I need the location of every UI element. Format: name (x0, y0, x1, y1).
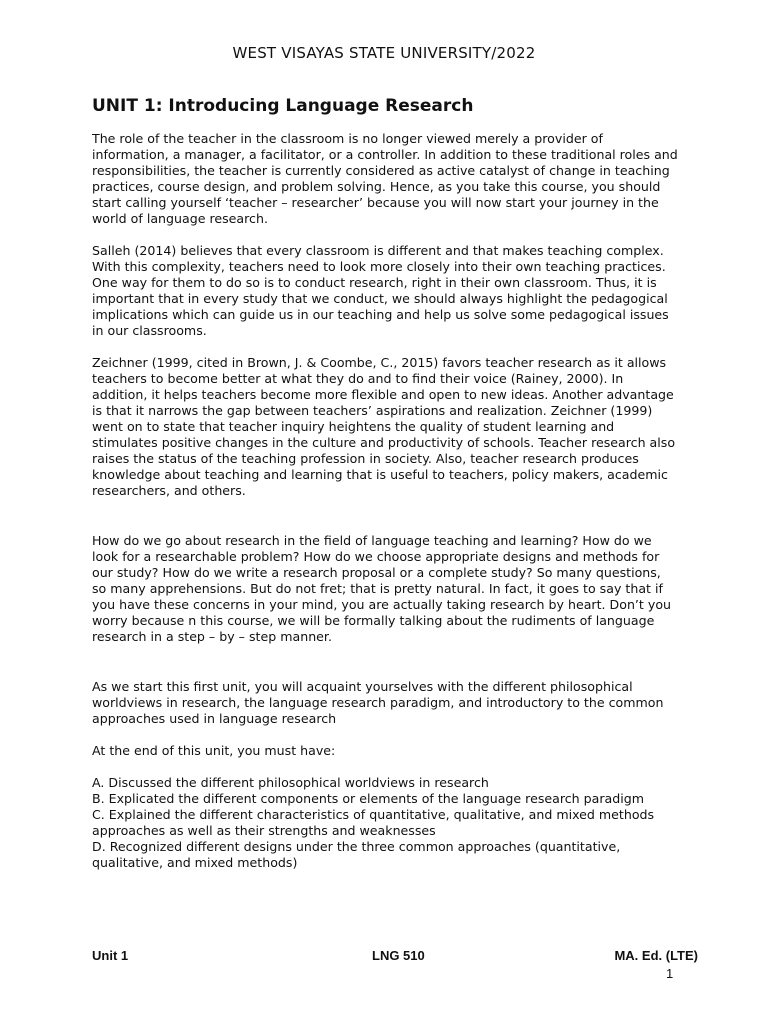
objective-item: A. Discussed the different philosophical worldviews in research (92, 775, 489, 790)
unit-title: UNIT 1: Introducing Language Research (92, 96, 474, 116)
page-footer (92, 948, 698, 968)
footer-course-code: LNG 510 (372, 948, 425, 963)
footer-program: MA. Ed. (LTE) (614, 948, 698, 963)
objectives-list (92, 775, 678, 871)
paragraph-salleh: Salleh (2014) believes that every classroom is different and that makes teaching complex. With this complexity, teachers need to look more closely into their own teaching practices. One way for them to do so is to conduct research, right in their own classroom. Thus, it is important that in every study that we conduct, we should always highlight the pedagogical implications which can guide us in our teaching and help us solve some pedagogical issues in our classrooms. (92, 243, 669, 338)
page-header: WEST VISAYAS STATE UNIVERSITY/2022 (232, 44, 536, 62)
paragraph-objectives-intro: At the end of this unit, you must have: (92, 743, 336, 758)
paragraph-questions: How do we go about research in the field of language teaching and learning? How do we look for a researchable problem? How do we choose appropriate designs and methods for our study? How do we write a research proposal or a complete study? So many questions, so many apprehensions. But do not fret; that is pretty natural. In fact, it goes to say that if you have these concerns in your mind, you are actually taking research by heart. Don’t you worry because n this course, we will be formally talking about the rudiments of language research in a step – by – step manner. (92, 533, 672, 644)
paragraph-zeichner: Zeichner (1999, cited in Brown, J. & Coombe, C., 2015) favors teacher research as it allows teachers to become better at what they do and to find their voice (Rainey, 2000). In addition, it helps teachers become more flexible and open to new ideas. Another advantage is that it narrows the gap between teachers’ aspirations and realization. Zeichner (1999) went on to state that teacher inquiry heightens the quality of student learning and stimulates positive changes in the culture and productivity of schools. Teacher research also raises the status of the teaching profession in society. Also, teacher research produces knowledge about teaching and learning that is useful to teachers, policy makers, academic researchers, and others. (92, 355, 676, 498)
objective-item: B. Explicated the different components or elements of the language research paradigm (92, 791, 645, 806)
paragraph-intro: The role of the teacher in the classroom is no longer viewed merely a provider of information, a manager, a facilitator, or a controller. In addition to these traditional roles and responsibilities, the teacher is currently considered as active catalyst of change in teaching practices, course design, and problem solving. Hence, as you take this course, you should start calling yourself ‘teacher – researcher’ because you will now start your journey in the world of language research. (92, 131, 678, 226)
footer-unit: Unit 1 (92, 948, 129, 963)
objective-item: C. Explained the different characteristics of quantitative, qualitative, and mixed methods approaches as well as their strengths and weaknesses (92, 807, 655, 838)
page-number: 1 (666, 966, 674, 981)
document-body (92, 131, 678, 871)
paragraph-first-unit: As we start this first unit, you will acquaint yourselves with the different philosophical worldviews in research, the language research paradigm, and introductory to the common approaches used in language research (92, 679, 664, 726)
objective-item: D. Recognized different designs under the three common approaches (quantitative, qualitative, and mixed methods) (92, 839, 621, 870)
